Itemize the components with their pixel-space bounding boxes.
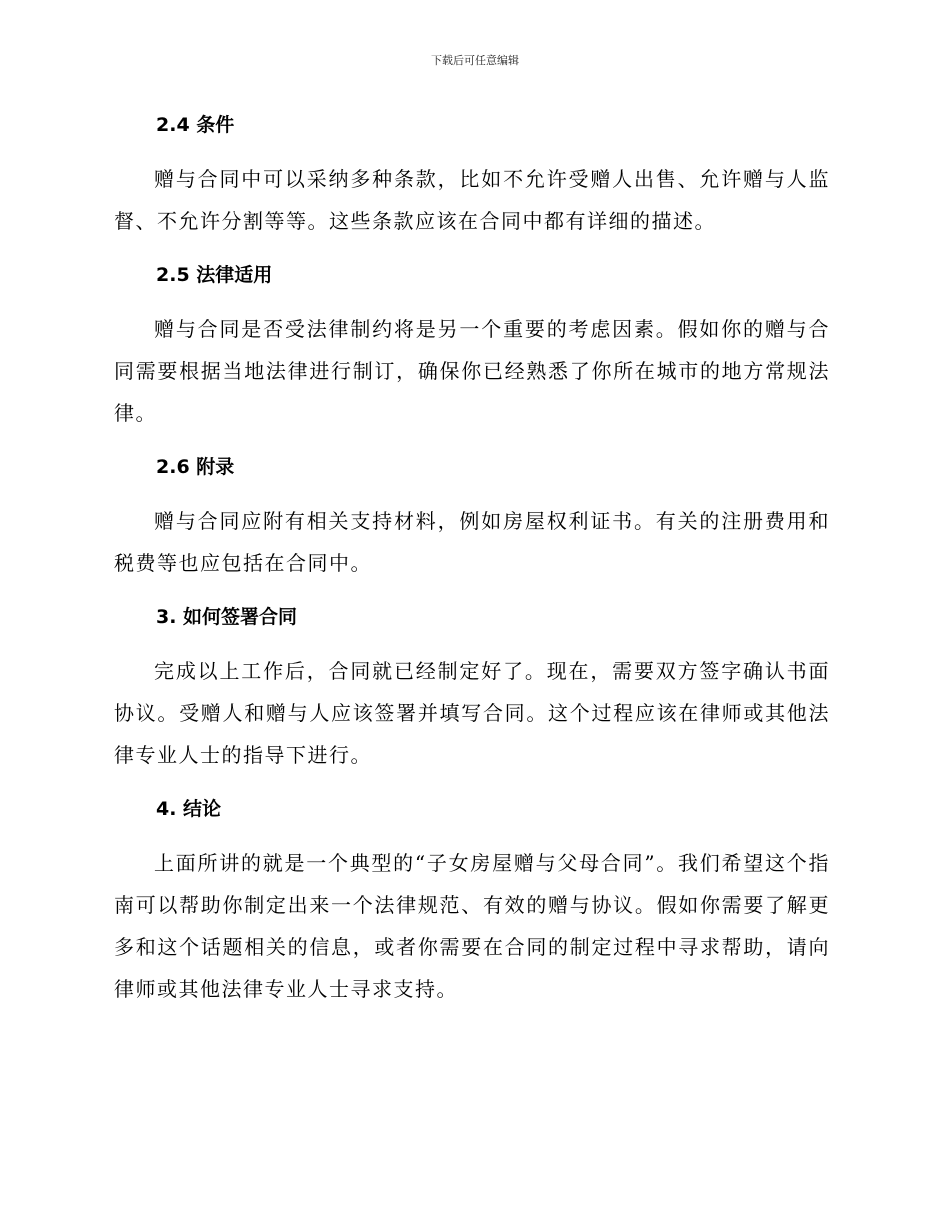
page-header: 下载后可任意编辑 (431, 54, 519, 67)
section-heading: 2.4 条件 (156, 114, 235, 136)
section-heading: 2.5 法律适用 (156, 264, 273, 286)
section-2-6 (114, 452, 830, 584)
section-paragraph: 上面所讲的就是一个典型的“子女房屋赠与父母合同”。我们希望这个指南可以帮助你制定出来一个法律规范、有效的赠与协议。假如你需要了解更多和这个话题相关的信息，或者你需要在合同的制定过程中寻求帮助，请向律师或其他法律专业人士寻求支持。 (114, 851, 830, 1001)
section-paragraph: 赠与合同应附有相关支持材料，例如房屋权利证书。有关的注册费用和税费等也应包括在合同中。 (114, 509, 830, 575)
section-heading: 2.6 附录 (156, 456, 235, 478)
section-2-5 (114, 260, 830, 434)
section-heading: 4. 结论 (156, 798, 222, 820)
section-2-4 (114, 110, 830, 242)
section-4 (114, 794, 830, 1010)
section-3 (114, 602, 830, 776)
section-heading: 3. 如何签署合同 (156, 606, 298, 628)
section-paragraph: 赠与合同是否受法律制约将是另一个重要的考虑因素。假如你的赠与合同需要根据当地法律进行制订，确保你已经熟悉了你所在城市的地方常规法律。 (114, 317, 830, 425)
section-paragraph: 完成以上工作后，合同就已经制定好了。现在，需要双方签字确认书面协议。受赠人和赠与人应该签署并填写合同。这个过程应该在律师或其他法律专业人士的指导下进行。 (114, 659, 830, 767)
section-paragraph: 赠与合同中可以采纳多种条款，比如不允许受赠人出售、允许赠与人监督、不允许分割等等。这些条款应该在合同中都有详细的描述。 (114, 167, 830, 233)
document-body (114, 110, 830, 1028)
